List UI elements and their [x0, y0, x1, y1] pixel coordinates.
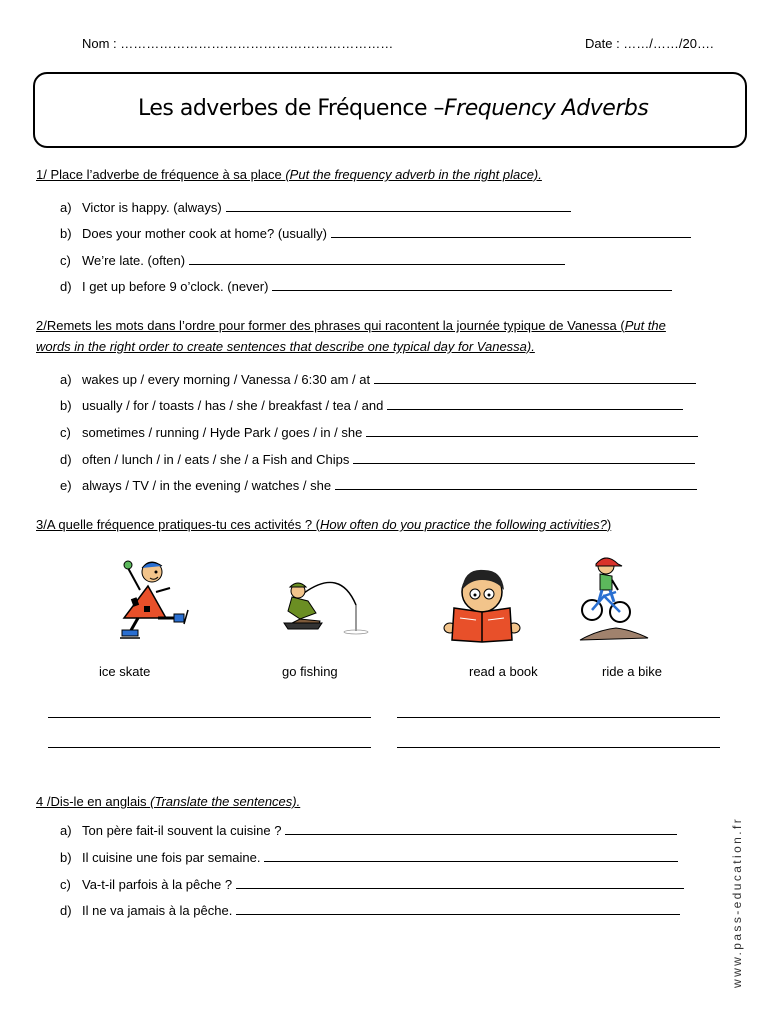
section1-item: d) I get up before 9 o’clock. (never) — [60, 279, 672, 294]
section4-item: d) Il ne va jamais à la pêche. — [60, 903, 680, 918]
section4-heading: 4 /Dis-le en anglais (Translate the sentences). — [36, 794, 301, 809]
section4-item: a) Ton père fait-il souvent la cuisine ? — [60, 823, 677, 838]
reading-boy-icon — [440, 566, 524, 644]
title-english: Frequency Adverbs — [444, 96, 649, 121]
section2-item: a) wakes up / every morning / Vanessa / 6:30 am / at — [60, 372, 696, 387]
section3-heading: 3/A quelle fréquence pratiques-tu ces activités ? (How often do you practice the following activities?) — [36, 517, 612, 532]
activity-label-read-a-book: read a book — [469, 664, 538, 679]
fisherman-icon — [280, 575, 372, 637]
section4-item: b) Il cuisine une fois par semaine. — [60, 850, 678, 865]
section2-item: d) often / lunch / in / eats / she / a Fish and Chips — [60, 452, 695, 467]
answer-line[interactable] — [387, 409, 683, 410]
answer-line[interactable] — [285, 834, 677, 835]
ice-skater-icon — [110, 556, 196, 644]
cyclist-icon — [578, 554, 654, 644]
activity-label-ride-a-bike: ride a bike — [602, 664, 662, 679]
answer-line[interactable] — [236, 888, 684, 889]
answer-line[interactable] — [366, 436, 698, 437]
watermark — [728, 785, 746, 990]
answer-line[interactable] — [189, 264, 565, 265]
section1-item: b) Does your mother cook at home? (usually) — [60, 226, 691, 241]
section2-item: c) sometimes / running / Hyde Park / goes / in / she — [60, 425, 698, 440]
activity-label-ice-skate: ice skate — [99, 664, 151, 679]
answer-line[interactable] — [335, 489, 697, 490]
page-title — [138, 96, 648, 121]
answer-line[interactable] — [374, 383, 696, 384]
section2-item: e) always / TV / in the evening / watches / she — [60, 478, 697, 493]
title-french: Les adverbes de Fréquence – — [138, 96, 445, 121]
section1-item: c) We’re late. (often) — [60, 253, 565, 268]
answer-line[interactable] — [226, 211, 571, 212]
answer-line[interactable] — [236, 914, 680, 915]
answer-line[interactable] — [331, 237, 691, 238]
section1-item: a) Victor is happy. (always) — [60, 200, 571, 215]
section1-heading: 1/ Place l’adverbe de fréquence à sa place (Put the frequency adverb in the right place). — [36, 167, 542, 182]
activity-label-go-fishing: go fishing — [282, 664, 338, 679]
answer-line[interactable] — [397, 747, 720, 748]
answer-line[interactable] — [48, 747, 371, 748]
answer-line[interactable] — [264, 861, 678, 862]
date-field-label: Date : ……/……/20…. — [585, 36, 714, 51]
answer-line[interactable] — [397, 717, 720, 718]
section2-heading-line2: words in the right order to create sentences that describe one typical day for Vanessa). — [36, 339, 535, 354]
answer-line[interactable] — [272, 290, 672, 291]
name-field-label: Nom : ……………………………………………………… — [82, 36, 394, 51]
answer-line[interactable] — [48, 717, 371, 718]
section4-item: c) Va-t-il parfois à la pêche ? — [60, 877, 684, 892]
answer-line[interactable] — [353, 463, 695, 464]
section2-heading-line1: 2/Remets les mots dans l’ordre pour former des phrases qui racontent la journée typique de Vanessa (Put the — [36, 318, 666, 333]
section2-item: b) usually / for / toasts / has / she / breakfast / tea / and — [60, 398, 683, 413]
svg-text:www.pass-education.fr: www.pass-education.fr — [730, 816, 744, 988]
